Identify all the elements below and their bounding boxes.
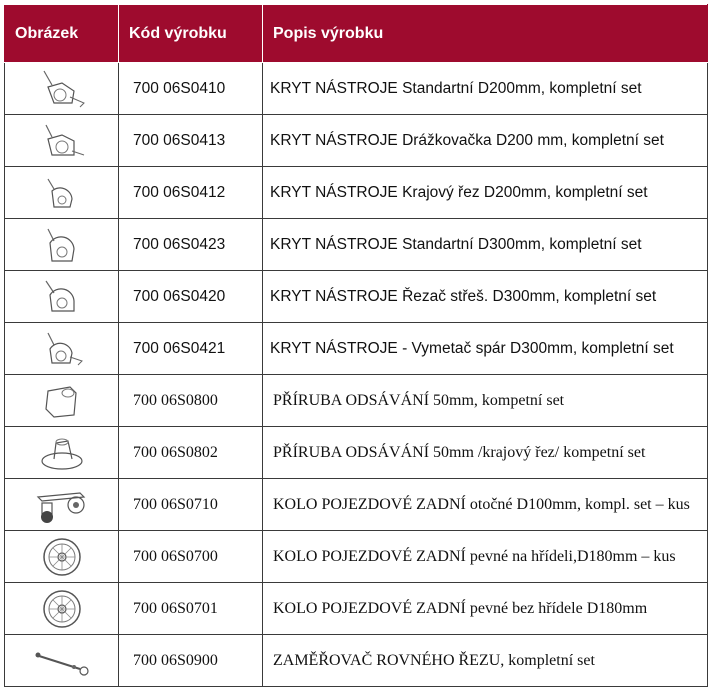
caster-wheel-icon	[30, 483, 94, 527]
product-description: ZAMĚŘOVAČ ROVNÉHO ŘEZU, kompletní set	[263, 635, 708, 687]
product-image-cell	[5, 583, 119, 635]
table-row	[5, 323, 708, 375]
product-image-cell	[5, 375, 119, 427]
product-code: 700 06S0412	[119, 167, 263, 219]
product-code: 700 06S0423	[119, 219, 263, 271]
product-description: KRYT NÁSTROJE Řezač střeš. D300mm, kompletní set	[263, 271, 708, 323]
product-code: 700 06S0420	[119, 271, 263, 323]
product-description: KRYT NÁSTROJE - Vymetač spár D300mm, kompletní set	[263, 323, 708, 375]
saw-guard-icon	[32, 119, 92, 163]
header-description: Popis výrobku	[263, 5, 708, 63]
product-image-cell	[5, 531, 119, 583]
product-image-cell	[5, 323, 119, 375]
product-description: PŘÍRUBA ODSÁVÁNÍ 50mm /krajový řez/ kompetní set	[263, 427, 708, 479]
pointer-rod-icon	[30, 641, 94, 681]
saw-guard-icon	[32, 223, 92, 267]
table-header-row	[5, 5, 708, 63]
table-row	[5, 219, 708, 271]
table-row	[5, 531, 708, 583]
table-row	[5, 479, 708, 531]
wheel-icon	[40, 587, 84, 631]
product-description: KOLO POJEZDOVÉ ZADNÍ pevné na hřídeli,D180mm – kus	[263, 531, 708, 583]
product-image-cell	[5, 115, 119, 167]
product-description: KRYT NÁSTROJE Standartní D200mm, kompletní set	[263, 63, 708, 115]
product-description: KRYT NÁSTROJE Drážkovačka D200 mm, kompletní set	[263, 115, 708, 167]
table-row	[5, 375, 708, 427]
product-code: 700 06S0710	[119, 479, 263, 531]
flange-icon	[32, 379, 92, 423]
wheel-icon	[40, 535, 84, 579]
product-image-cell	[5, 635, 119, 687]
saw-guard-icon	[32, 171, 92, 215]
table-row	[5, 635, 708, 687]
header-code: Kód výrobku	[119, 5, 263, 63]
table-row	[5, 583, 708, 635]
product-description: KRYT NÁSTROJE Standartní D300mm, kompletní set	[263, 219, 708, 271]
table-row	[5, 115, 708, 167]
header-image: Obrázek	[5, 5, 119, 63]
product-description: PŘÍRUBA ODSÁVÁNÍ 50mm, kompetní set	[263, 375, 708, 427]
product-image-cell	[5, 167, 119, 219]
product-image-cell	[5, 427, 119, 479]
table-row	[5, 427, 708, 479]
table-row	[5, 167, 708, 219]
product-image-cell	[5, 479, 119, 531]
table-row	[5, 271, 708, 323]
product-code: 700 06S0421	[119, 323, 263, 375]
product-description: KRYT NÁSTROJE Krajový řez D200mm, kompletní set	[263, 167, 708, 219]
product-code: 700 06S0800	[119, 375, 263, 427]
product-description: KOLO POJEZDOVÉ ZADNÍ otočné D100mm, kompl. set – kus	[263, 479, 708, 531]
product-image-cell	[5, 219, 119, 271]
flange-icon	[32, 431, 92, 475]
product-description: KOLO POJEZDOVÉ ZADNÍ pevné bez hřídele D180mm	[263, 583, 708, 635]
product-code: 700 06S0700	[119, 531, 263, 583]
saw-guard-icon	[32, 67, 92, 111]
saw-guard-icon	[32, 275, 92, 319]
product-code: 700 06S0701	[119, 583, 263, 635]
product-code: 700 06S0413	[119, 115, 263, 167]
product-table	[4, 4, 708, 687]
product-image-cell	[5, 63, 119, 115]
table-row	[5, 63, 708, 115]
saw-guard-icon	[32, 327, 92, 371]
product-code: 700 06S0410	[119, 63, 263, 115]
product-image-cell	[5, 271, 119, 323]
product-code: 700 06S0802	[119, 427, 263, 479]
product-code: 700 06S0900	[119, 635, 263, 687]
